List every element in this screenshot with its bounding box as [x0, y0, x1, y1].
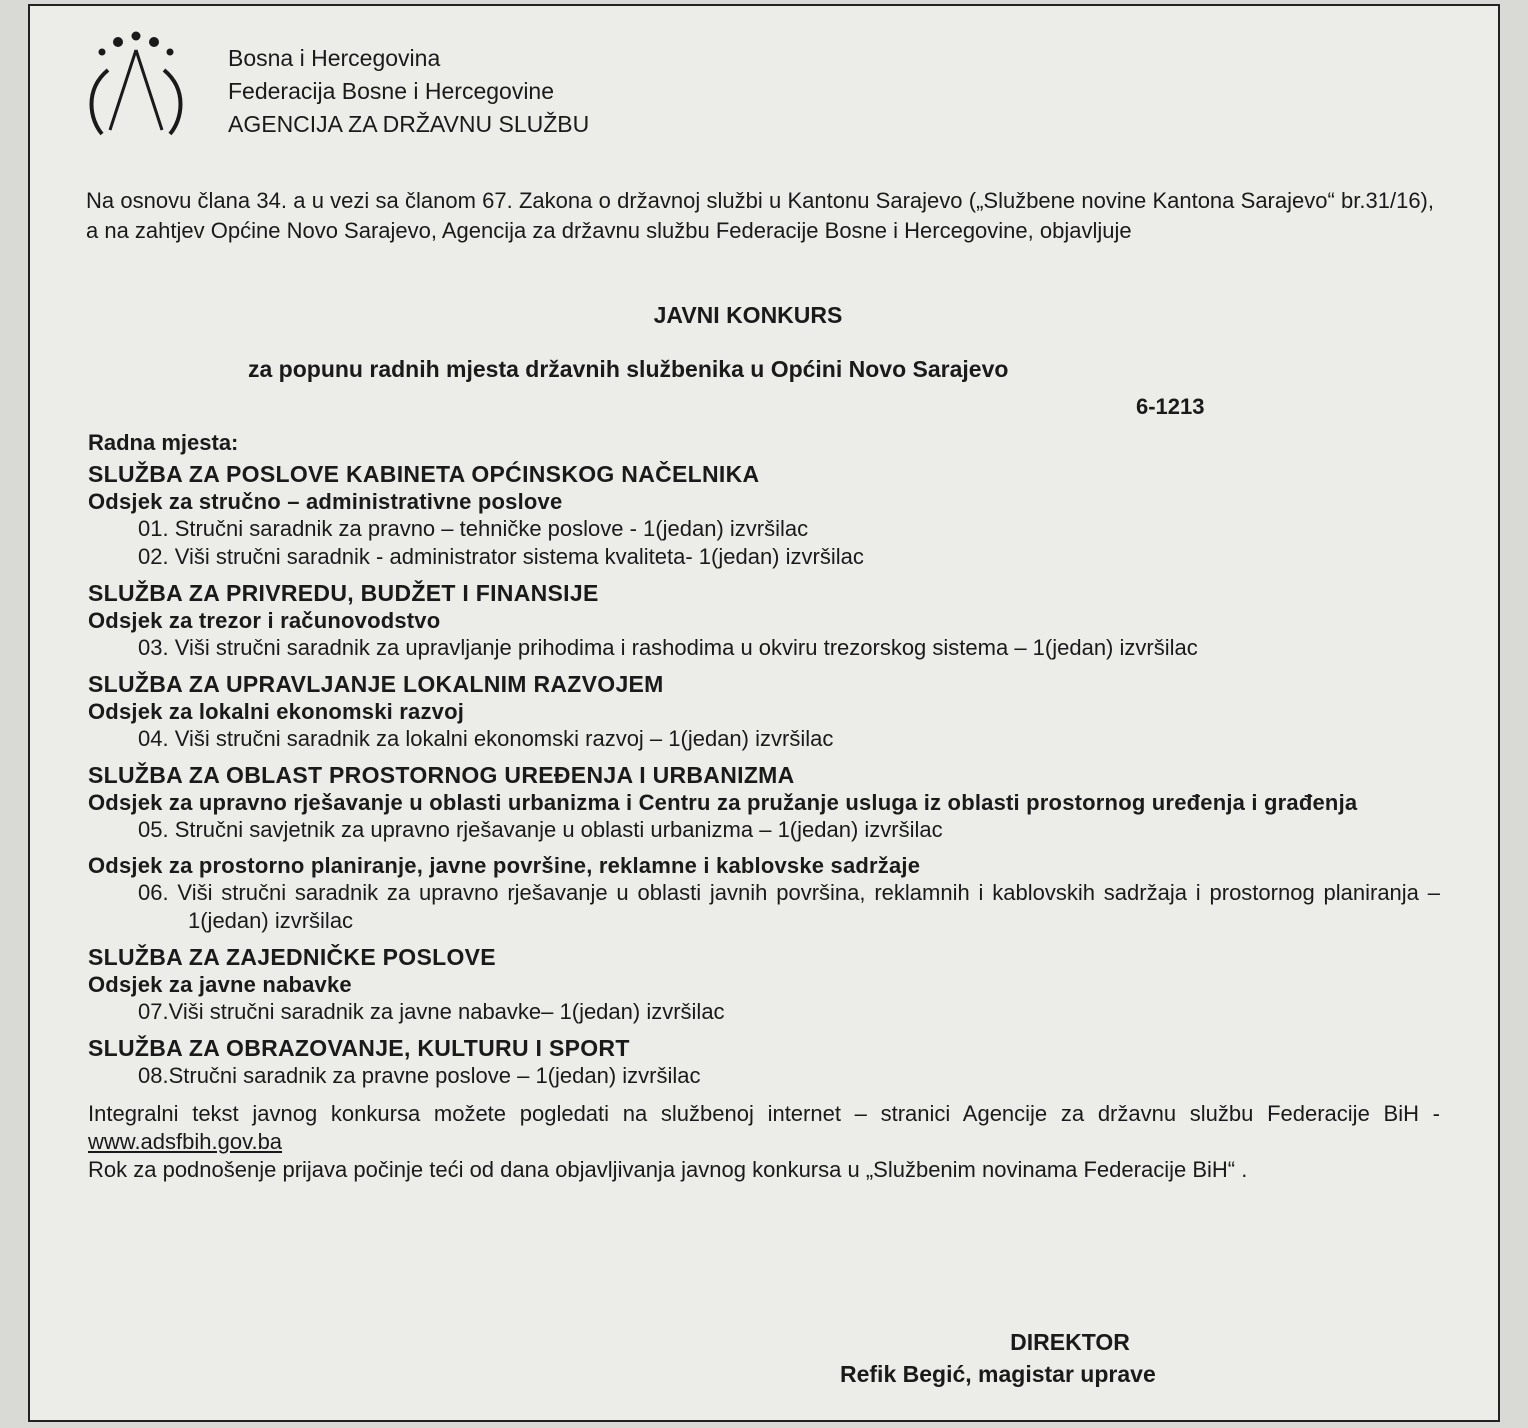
signature-block — [840, 1326, 1260, 1390]
position-item: 08.Stručni saradnik za pravne poslove – 1(jedan) izvršilac — [138, 1063, 701, 1088]
agency-header — [228, 42, 589, 141]
header-federation: Federacija Bosne i Hercegovine — [228, 78, 555, 104]
service-title: SLUŽBA ZA OBLAST PROSTORNOG UREĐENJA I URBANIZMA — [88, 762, 795, 788]
service-title: SLUŽBA ZA ZAJEDNIČKE POSLOVE — [88, 944, 496, 970]
intro-paragraph: Na osnovu člana 34. a u vezi sa članom 67. Zakona o državnoj službi u Kantonu Sarajevo („Službene novine Kantona Sarajevo“ br.31/16), a na zahtjev Općine Novo Sarajevo, Agencija za državnu službu Federacije Bosne i Hercegovine, objavljuje — [86, 188, 1434, 243]
department-title: Odsjek za javne nabavke — [88, 972, 352, 997]
page-title: JAVNI KONKURS — [653, 302, 843, 328]
service-group — [88, 761, 1440, 935]
department-title: Odsjek za prostorno planiranje, javne površine, reklamne i kablovske sadržaje — [88, 853, 921, 878]
service-title: SLUŽBA ZA PRIVREDU, BUDŽET I FINANSIJE — [88, 580, 599, 606]
closing-text-2: Rok za podnošenje prijava počinje teći od dana objavljivanja javnog konkursa u „Službenim novinama Federacije BiH“ . — [88, 1157, 1248, 1182]
position-item: 03. Viši stručni saradnik za upravljanje prihodima i rashodima u okviru trezorskog sistema – 1(jedan) izvršilac — [138, 635, 1198, 660]
service-group — [88, 460, 1440, 571]
signature-title: DIREKTOR — [1010, 1329, 1130, 1355]
service-title: SLUŽBA ZA OBRAZOVANJE, KULTURU I SPORT — [88, 1035, 630, 1061]
position-item: 02. Viši stručni saradnik - administrator sistema kvaliteta- 1(jedan) izvršilac — [138, 544, 864, 569]
closing-text-1: Integralni tekst javnog konkursa možete pogledati na službenoj internet – stranici Agencije za državnu službu Federacije BiH - — [88, 1101, 1440, 1126]
service-group — [88, 579, 1440, 662]
department-title: Odsjek za upravno rješavanje u oblasti urbanizma i Centru za pružanje usluga iz oblasti prostornog uređenja i građenja — [88, 790, 1358, 815]
service-group — [88, 943, 1440, 1026]
position-item: 04. Viši stručni saradnik za lokalni ekonomski razvoj – 1(jedan) izvršilac — [138, 726, 834, 751]
signature-name: Refik Begić, magistar uprave — [840, 1361, 1156, 1387]
position-item: 06. Viši stručni saradnik za upravno rješavanje u oblasti javnih površina, reklamnih i kablovskih sadržaja i prostornog planiranja – 1(jedan) izvršilac — [138, 880, 1440, 933]
agency-website-link[interactable]: www.adsfbih.gov.ba — [88, 1129, 283, 1154]
closing-paragraph — [88, 1100, 1440, 1184]
department-title: Odsjek za stručno – administrativne poslove — [88, 489, 563, 514]
positions-content — [88, 428, 1440, 1184]
position-item: 05. Stručni savjetnik za upravno rješavanje u oblasti urbanizma – 1(jedan) izvršilac — [138, 817, 943, 842]
page-subtitle: za popunu radnih mjesta državnih službenika u Općini Novo Sarajevo — [248, 356, 1009, 382]
reference-code: 6-1213 — [1136, 394, 1205, 419]
header-country: Bosna i Hercegovina — [228, 45, 441, 71]
agency-logo — [80, 30, 192, 142]
header-agency: AGENCIJA ZA DRŽAVNU SLUŽBU — [228, 111, 590, 137]
department-title: Odsjek za lokalni ekonomski razvoj — [88, 699, 465, 724]
service-group — [88, 1034, 1440, 1090]
service-title: SLUŽBA ZA POSLOVE KABINETA OPĆINSKOG NAČELNIKA — [88, 461, 760, 487]
positions-heading: Radna mjesta: — [88, 430, 239, 455]
service-title: SLUŽBA ZA UPRAVLJANJE LOKALNIM RAZVOJEM — [88, 671, 664, 697]
department-title: Odsjek za trezor i računovodstvo — [88, 608, 441, 633]
position-item: 07.Viši stručni saradnik za javne nabavke– 1(jedan) izvršilac — [138, 999, 725, 1024]
service-group — [88, 670, 1440, 753]
position-item: 01. Stručni saradnik za pravno – tehničke poslove - 1(jedan) izvršilac — [138, 516, 809, 541]
